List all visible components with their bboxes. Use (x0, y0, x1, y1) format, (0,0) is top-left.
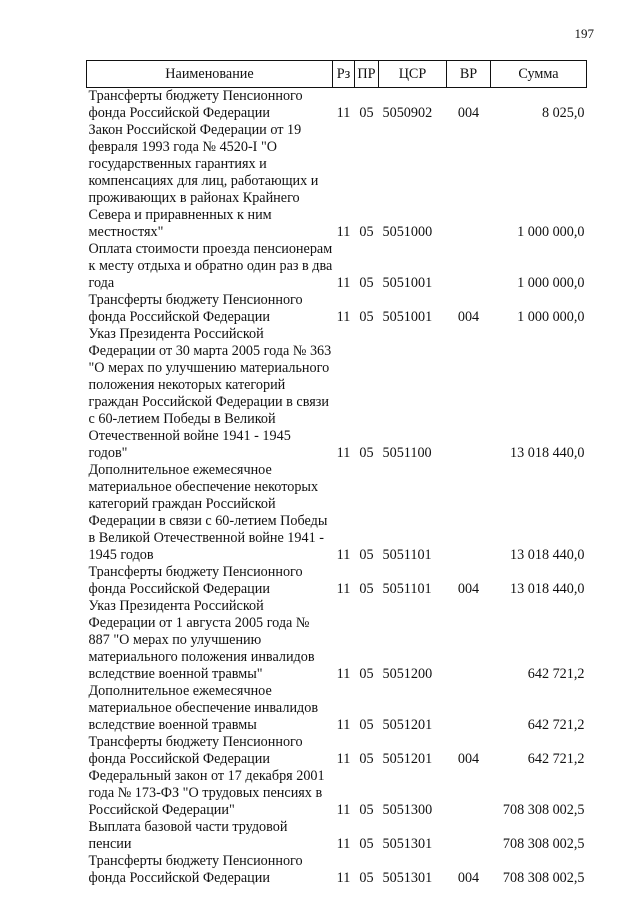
row-sum: 642 721,2 (527, 717, 585, 733)
table-row (87, 241, 587, 292)
row-sum: 1 000 000,0 (517, 309, 585, 325)
table-row (87, 326, 587, 462)
row-csr: 5051300 (382, 802, 433, 818)
row-vr (447, 462, 491, 564)
row-rz: 11 (336, 105, 351, 121)
row-name: Трансферты бюджету Пенсионного фонда Российской Федерации (88, 734, 303, 767)
row-name: Трансферты бюджету Пенсионного фонда Российской Федерации (88, 564, 303, 597)
row-rz: 11 (336, 275, 351, 291)
row-vr: 004 (457, 105, 480, 121)
table-row (87, 462, 587, 564)
row-vr (447, 241, 491, 292)
header-sum: Сумма (491, 61, 587, 88)
header-csr: ЦСР (379, 61, 447, 88)
row-pr: 05 (359, 802, 374, 818)
row-vr: 004 (457, 870, 480, 886)
row-pr: 05 (359, 105, 374, 121)
row-csr: 5051101 (382, 547, 432, 563)
table-row (87, 292, 587, 326)
row-csr: 5051201 (382, 717, 433, 733)
row-rz: 11 (336, 836, 351, 852)
table-row (87, 564, 587, 598)
row-csr: 5051001 (382, 275, 433, 291)
row-csr: 5051001 (382, 309, 433, 325)
row-pr: 05 (359, 870, 374, 886)
table-header-row (87, 61, 587, 88)
row-name: Выплата базовой части трудовой пенсии (88, 819, 288, 852)
row-sum: 13 018 440,0 (510, 445, 585, 461)
row-pr: 05 (359, 836, 374, 852)
row-name: Федеральный закон от 17 декабря 2001 года № 173-ФЗ "О трудовых пенсиях в Российской Федерации" (88, 768, 325, 818)
row-sum: 708 308 002,5 (502, 802, 585, 818)
table-row (87, 768, 587, 819)
row-pr: 05 (359, 275, 374, 291)
row-rz: 11 (336, 717, 351, 733)
row-name: Указ Президента Российской Федерации от 1 августа 2005 года № 887 "О мерах по улучшению материального положения инвалидов вследствие военной травмы" (88, 598, 315, 682)
table-row (87, 122, 587, 241)
row-name: Указ Президента Российской Федерации от 30 марта 2005 года № 363 "О мерах по улучшению материального положения некоторых категорий граждан Российской Федерации в связи с 60-летием Победы в Великой Отечественной войне 1941 - 1945 годов" (88, 326, 332, 461)
row-rz: 11 (336, 581, 351, 597)
row-pr: 05 (359, 224, 374, 240)
row-csr: 5050902 (382, 105, 433, 121)
table-row (87, 683, 587, 734)
row-pr: 05 (359, 547, 374, 563)
page-number: 197 (574, 26, 594, 41)
header-vr: ВР (447, 61, 491, 88)
row-sum: 642 721,2 (527, 666, 585, 682)
row-rz: 11 (336, 666, 351, 682)
row-vr (447, 326, 491, 462)
row-sum: 13 018 440,0 (510, 581, 585, 597)
row-vr (447, 598, 491, 683)
row-name: Трансферты бюджету Пенсионного фонда Российской Федерации (88, 853, 303, 886)
table-row (87, 598, 587, 683)
row-sum: 8 025,0 (541, 105, 585, 121)
row-pr: 05 (359, 309, 374, 325)
row-name: Трансферты бюджету Пенсионного фонда Российской Федерации (88, 88, 303, 121)
row-csr: 5051000 (382, 224, 433, 240)
row-pr: 05 (359, 751, 374, 767)
row-pr: 05 (359, 717, 374, 733)
row-sum: 708 308 002,5 (502, 870, 585, 886)
row-vr: 004 (457, 581, 480, 597)
row-rz: 11 (336, 445, 351, 461)
row-sum: 1 000 000,0 (517, 224, 585, 240)
row-rz: 11 (336, 309, 351, 325)
row-name: Закон Российской Федерации от 19 февраля 1993 года № 4520-I "О государственных гарантиях и компенсациях для лиц, работающих и проживающих в районах Крайнего Севера и приравненных к ним местностях" (88, 122, 319, 240)
row-name: Трансферты бюджету Пенсионного фонда Российской Федерации (88, 292, 303, 325)
row-pr: 05 (359, 666, 374, 682)
row-csr: 5051200 (382, 666, 433, 682)
header-rz: Рз (333, 61, 355, 88)
row-sum: 13 018 440,0 (510, 547, 585, 563)
row-vr (447, 819, 491, 853)
row-sum: 1 000 000,0 (517, 275, 585, 291)
row-csr: 5051100 (382, 445, 432, 461)
table-row (87, 819, 587, 853)
row-vr (447, 768, 491, 819)
row-rz: 11 (336, 224, 351, 240)
header-name: Наименование (87, 61, 333, 88)
budget-table (86, 60, 587, 887)
row-name: Дополнительное ежемесячное материальное обеспечение некоторых категорий граждан Российской Федерации в связи с 60-летием Победы в Великой Отечественной войне 1941 - 1945 годов (88, 462, 328, 563)
row-sum: 642 721,2 (527, 751, 585, 767)
row-pr: 05 (359, 581, 374, 597)
table-row (87, 88, 587, 123)
row-name: Дополнительное ежемесячное материальное обеспечение инвалидов вследствие военной травмы (88, 683, 319, 733)
row-csr: 5051301 (382, 836, 433, 852)
table-row (87, 734, 587, 768)
row-rz: 11 (336, 751, 351, 767)
row-rz: 11 (336, 547, 351, 563)
row-rz: 11 (336, 870, 351, 886)
row-name: Оплата стоимости проезда пенсионерам к месту отдыха и обратно один раз в два года (88, 241, 333, 291)
row-rz: 11 (336, 802, 351, 818)
row-csr: 5051301 (382, 870, 433, 886)
row-vr: 004 (457, 309, 480, 325)
row-csr: 5051101 (382, 581, 432, 597)
row-vr (447, 122, 491, 241)
table-row (87, 853, 587, 887)
row-vr: 004 (457, 751, 480, 767)
row-csr: 5051201 (382, 751, 433, 767)
row-vr (447, 683, 491, 734)
row-sum: 708 308 002,5 (502, 836, 585, 852)
row-pr: 05 (359, 445, 374, 461)
header-pr: ПР (355, 61, 379, 88)
